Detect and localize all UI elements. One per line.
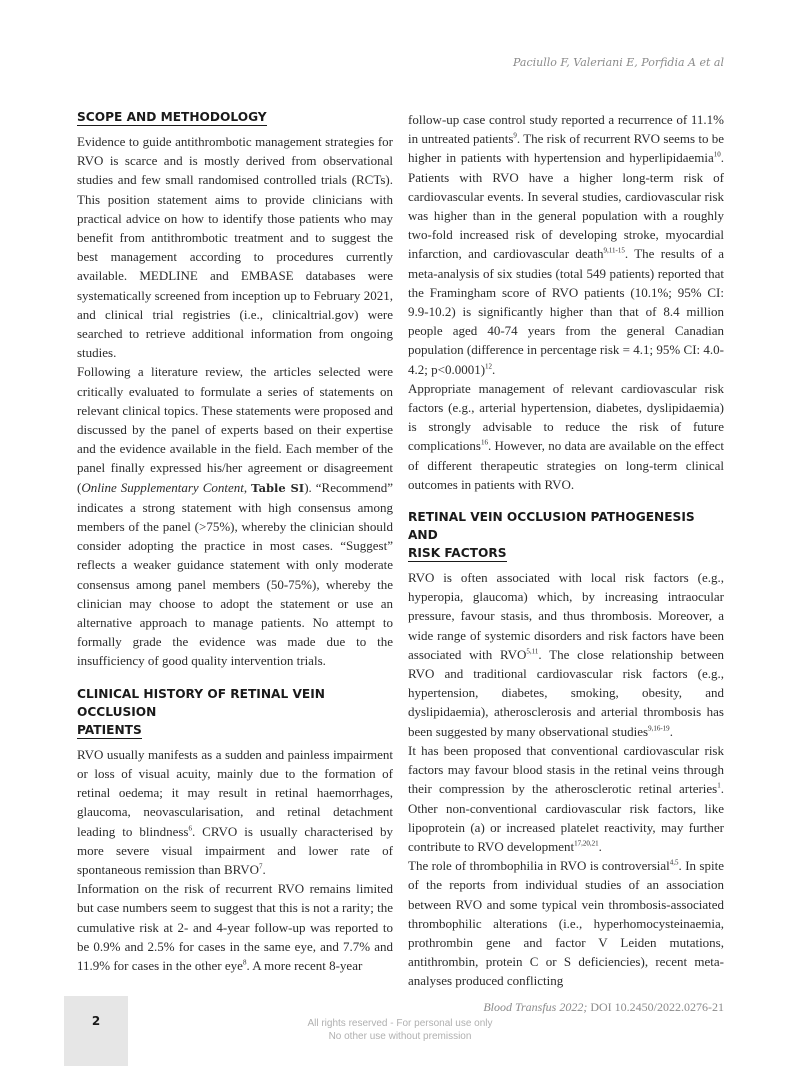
paragraph: Evidence to guide antithrombotic management strategies for RVO is scarce and is mostly derived from observational studies and few small randomised controlled trials (RCTs). This position statement aims to provide clinicians with practical advice on how to identify those patients who may benefit from antithrombotic treatment and to suggest the best management according to procedures currently available. MEDLINE and EMBASE databases were systematically screened from inception up to February 2021, and clinical trial registries (i.e., clinicaltrial.gov) were searched to retrieve additional information from ongoing studies. bbox=[77, 134, 393, 361]
paragraph: The role of thrombophilia in RVO is controversial$^{4,5}$. In spite of the reports from individual studies of an association between RVO and some typical vein thrombosis-associated thrombophilic alterations (i.e., hyperhomocysteinaemia, prothrombin gene and factor V Leiden mutations, antithrombin, protein C or S deficiencies), recent meta-analyses produced conflicting bbox=[408, 858, 724, 989]
paragraph: RVO is often associated with local risk factors (e.g., hyperopia, glaucoma) which, by increasing intraocular pressure, favour stasis, and thus thrombosis. Moreover, a wide range of systemic disorders and risk factors have been associated with RVO$^{5,11}$. The close relationship between RVO and traditional cardiovascular risk factors (e.g., hypertension, diabetes, smoking, obesity, and dyslipidaemia), atherosclerosis and arterial thrombosis has been suggested by many observational studies$^{9,16-19}$. bbox=[408, 570, 724, 739]
paragraph: RVO usually manifests as a sudden and painless impairment or loss of visual acuity, mainly due to the formation of retinal oedema; it may result in retinal haemorrhages, glaucoma, neovascularisation, and retinal detachment leading to blindness$^6$. CRVO is usually characterised by more severe visual impairment and lower rate of spontaneous remission than BRVO$^7$. bbox=[77, 746, 393, 877]
paragraph: It has been proposed that conventional cardiovascular risk factors may favour blood stasis in the retinal veins through their compression by the atherosclerotic retinal arteries$^1$. Other non-conventional cardiovascular risk factors, like lipoprotein (a) or increased platelet reactivity, may further contribute to RVO development$^{17,20,21}$. bbox=[408, 742, 724, 854]
left-column bbox=[77, 108, 393, 975]
doi: DOI 10.2450/2022.0276-21 bbox=[590, 1000, 724, 1014]
section-heading-pathogenesis: RETINAL VEIN OCCLUSION PATHOGENESIS AND RISK FACTORS bbox=[408, 510, 695, 561]
paragraph: Appropriate management of relevant cardiovascular risk factors (e.g., arterial hypertension, diabetes, dyslipidaemia) is strongly advisable to reduce the risk of future complications$^{16}$. However, no data are available on the effect of different therapeutic strategies on long-term clinical outcomes in patients with RVO. bbox=[408, 380, 724, 492]
rights-notice: No other use without premission bbox=[328, 1031, 472, 1042]
section-heading-clinical-history: CLINICAL HISTORY OF RETINAL VEIN OCCLUSION PATIENTS bbox=[77, 686, 325, 737]
table-reference: Table SI bbox=[251, 480, 305, 495]
rights-notice: All rights reserved - For personal use only bbox=[307, 1018, 493, 1029]
paragraph: Information on the risk of recurrent RVO remains limited but case numbers seem to suggest that this is not a rarity; the cumulative risk at 2- and 4-year follow-up was reported to be 0.9% and 2.5% for cases in the same eye, and 7.7% and 11.9% for cases in the other eye$^8$. A more recent 8-year bbox=[77, 881, 393, 973]
journal-citation: Blood Transfus 2022; DOI 10.2450/2022.0276-21 bbox=[483, 1000, 724, 1014]
running-header-authors: Paciullo F, Valeriani E, Porfidia A et al bbox=[512, 56, 724, 69]
section-heading-scope: SCOPE AND METHODOLOGY bbox=[77, 110, 267, 124]
paragraph: Following a literature review, the articles selected were critically evaluated to formulate a series of statements on relevant clinical topics. These statements were proposed and discussed by the panel of experts based on their expertise and the evidence available in the field. Each member of the panel finally expressed his/her agreement or disagreement (Online Supplementary Content, Table SI). “Recommend” indicates a strong statement with high consensus among members of the panel (>75%), whereby the clinician should consider adopting the practice in most cases. “Suggest” reflects a weaker guidance statement with only moderate consensus among panel members (50-75%), whereby the clinician may choose to adopt the statement or use an alternative approach to manage patients. No attempt to formally grade the evidence was made due to the insufficiency of good quality intervention trials. bbox=[77, 364, 394, 669]
paragraph: follow-up case control study reported a recurrence of 11.1% in untreated patients$^9$. The risk of recurrent RVO seems to be higher in patients with hypertension and hyperlipidaemia$^{10}$. Patients with RVO have a higher long-term risk of cardiovascular events. In several studies, cardiovascular risk was higher than in the general population with a roughly two-fold increased risk of developing stroke, myocardial infarction, and cardiovascular death$^{9,11-15}$. The results of a meta-analysis of six studies (total 549 patients) reported that the Framingham score of RVO patients (10.1%; 95% CI: 9.9-10.2) is significantly higher than that of 8.4 million people aged 40-74 years from the general Canadian population (difference in percentage risk = 4.1; 95% CI: 4.0-4.2; p<0.0001)$^{12}$. bbox=[408, 112, 724, 377]
right-column bbox=[408, 110, 724, 991]
page-number: 2 bbox=[91, 1014, 101, 1028]
